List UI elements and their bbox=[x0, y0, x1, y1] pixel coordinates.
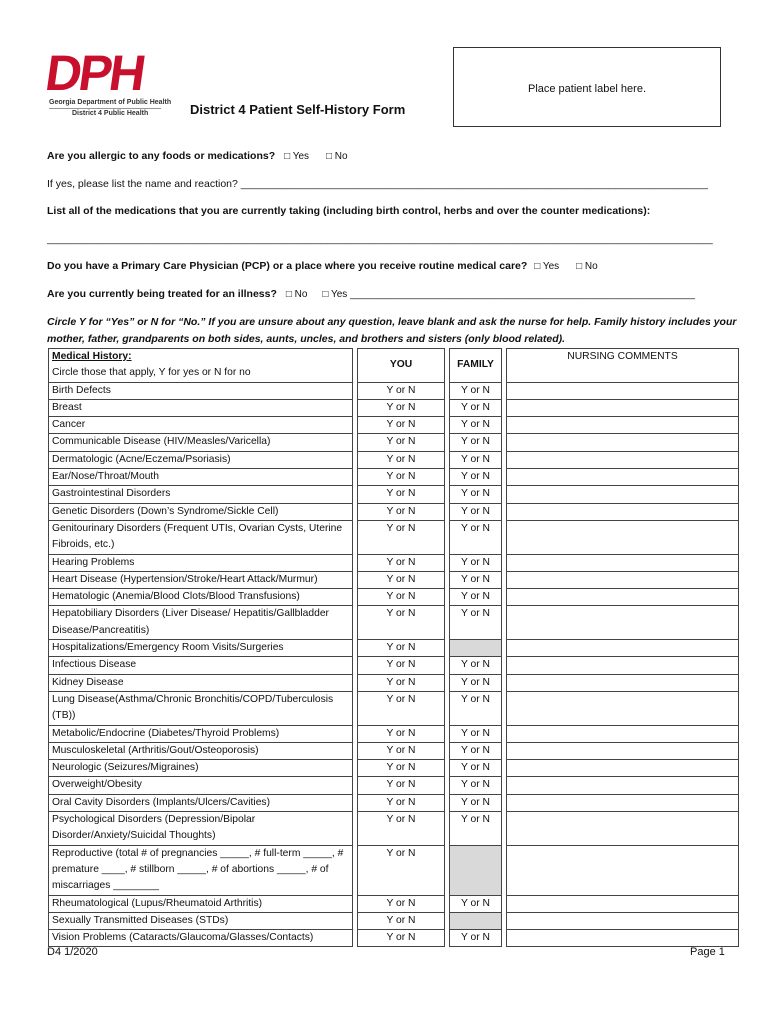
you-answer[interactable]: Y or N bbox=[358, 571, 445, 588]
family-answer[interactable]: Y or N bbox=[450, 674, 502, 691]
you-answer[interactable]: Y or N bbox=[358, 469, 445, 486]
condition-name: Reproductive (total # of pregnancies _____, # full-term _____, # premature ____, # stillborn _____, # of abortions _____, # of miscarriages ________ bbox=[49, 845, 353, 895]
condition-name: Psychological Disorders (Depression/Bipolar Disorder/Anxiety/Suicidal Thoughts) bbox=[49, 812, 353, 846]
allergy-question bbox=[47, 150, 348, 162]
illness-question bbox=[47, 288, 695, 300]
family-answer[interactable]: Y or N bbox=[450, 895, 502, 912]
you-answer[interactable]: Y or N bbox=[358, 589, 445, 606]
allergy-no-checkbox[interactable]: □ No bbox=[325, 151, 348, 162]
condition-name: Overweight/Obesity bbox=[49, 777, 353, 794]
nursing-comment-cell[interactable] bbox=[507, 930, 739, 947]
condition-name: Hematologic (Anemia/Blood Clots/Blood Transfusions) bbox=[49, 589, 353, 606]
page-number: Page 1 bbox=[690, 946, 725, 958]
table-row bbox=[49, 606, 739, 640]
reaction-question[interactable]: If yes, please list the name and reaction? ________________________________________________________________________________ bbox=[47, 178, 708, 190]
instructions: Circle Y for “Yes” or N for “No.” If you are unsure about any question, leave blank and ask the nurse for help. Family history includes your mother, father, grandparents on both sides, aunts, uncles, and brothers and sisters (only blood related). bbox=[47, 316, 737, 345]
pcp-question bbox=[47, 260, 598, 272]
allergy-yes-checkbox[interactable]: □ Yes bbox=[284, 151, 310, 162]
logo-org-name: Georgia Department of Public Health bbox=[49, 99, 172, 106]
family-answer[interactable]: Y or N bbox=[450, 812, 502, 846]
family-answer[interactable]: Y or N bbox=[450, 417, 502, 434]
nursing-comment-cell[interactable] bbox=[507, 434, 739, 451]
family-answer[interactable]: Y or N bbox=[450, 399, 502, 416]
table-header-row bbox=[49, 349, 739, 383]
nursing-comment-cell[interactable] bbox=[507, 399, 739, 416]
condition-name: Sexually Transmitted Diseases (STDs) bbox=[49, 912, 353, 929]
nursing-comment-cell[interactable] bbox=[507, 520, 739, 554]
nursing-comment-cell[interactable] bbox=[507, 845, 739, 895]
you-answer[interactable]: Y or N bbox=[358, 777, 445, 794]
you-answer[interactable]: Y or N bbox=[358, 382, 445, 399]
family-answer[interactable]: Y or N bbox=[450, 760, 502, 777]
nursing-comment-cell[interactable] bbox=[507, 725, 739, 742]
family-answer bbox=[450, 640, 502, 657]
family-answer[interactable]: Y or N bbox=[450, 554, 502, 571]
condition-name: Gastrointestinal Disorders bbox=[49, 486, 353, 503]
table-row bbox=[49, 589, 739, 606]
header-nursing-comments: NURSING COMMENTS bbox=[507, 349, 739, 383]
header-medical-history bbox=[49, 349, 353, 383]
illness-no-checkbox[interactable]: □ No bbox=[285, 289, 308, 300]
nursing-comment-cell[interactable] bbox=[507, 451, 739, 468]
logo-letters: DPH bbox=[42, 45, 147, 101]
pcp-question-text: Do you have a Primary Care Physician (PCP) or a place where you receive routine medical care? bbox=[47, 260, 528, 272]
table-row bbox=[49, 812, 739, 846]
condition-name: Genetic Disorders (Down’s Syndrome/Sickle Cell) bbox=[49, 503, 353, 520]
nursing-comment-cell[interactable] bbox=[507, 382, 739, 399]
you-answer[interactable]: Y or N bbox=[358, 812, 445, 846]
nursing-comment-cell[interactable] bbox=[507, 503, 739, 520]
condition-name: Rheumatological (Lupus/Rheumatoid Arthritis) bbox=[49, 895, 353, 912]
table-row bbox=[49, 845, 739, 895]
family-answer[interactable]: Y or N bbox=[450, 434, 502, 451]
nursing-comment-cell[interactable] bbox=[507, 691, 739, 725]
you-answer[interactable]: Y or N bbox=[358, 451, 445, 468]
condition-name: Vision Problems (Cataracts/Glaucoma/Glasses/Contacts) bbox=[49, 930, 353, 947]
nursing-comment-cell[interactable] bbox=[507, 606, 739, 640]
you-answer[interactable]: Y or N bbox=[358, 742, 445, 759]
family-answer[interactable]: Y or N bbox=[450, 503, 502, 520]
table-row bbox=[49, 554, 739, 571]
table-row bbox=[49, 451, 739, 468]
family-answer[interactable]: Y or N bbox=[450, 691, 502, 725]
nursing-comment-cell[interactable] bbox=[507, 742, 739, 759]
pcp-no-checkbox[interactable]: □ No bbox=[576, 261, 598, 272]
table-row bbox=[49, 725, 739, 742]
nursing-comment-cell[interactable] bbox=[507, 554, 739, 571]
condition-name: Birth Defects bbox=[49, 382, 353, 399]
family-answer bbox=[450, 845, 502, 895]
condition-name: Ear/Nose/Throat/Mouth bbox=[49, 469, 353, 486]
family-answer[interactable]: Y or N bbox=[450, 657, 502, 674]
nursing-comment-cell[interactable] bbox=[507, 912, 739, 929]
table-row bbox=[49, 382, 739, 399]
illness-yes-checkbox[interactable]: □ Yes ______________________________________________________________ bbox=[322, 289, 695, 300]
nursing-comment-cell[interactable] bbox=[507, 657, 739, 674]
family-answer[interactable]: Y or N bbox=[450, 469, 502, 486]
you-answer[interactable]: Y or N bbox=[358, 503, 445, 520]
nursing-comment-cell[interactable] bbox=[507, 895, 739, 912]
header-family: FAMILY bbox=[450, 349, 502, 383]
you-answer[interactable]: Y or N bbox=[358, 520, 445, 554]
condition-name: Hearing Problems bbox=[49, 554, 353, 571]
table-row bbox=[49, 640, 739, 657]
condition-name: Cancer bbox=[49, 417, 353, 434]
you-answer[interactable]: Y or N bbox=[358, 674, 445, 691]
condition-name: Oral Cavity Disorders (Implants/Ulcers/Cavities) bbox=[49, 794, 353, 811]
table-row bbox=[49, 417, 739, 434]
condition-name: Neurologic (Seizures/Migraines) bbox=[49, 760, 353, 777]
medications-line[interactable]: __________________________________________________________________________________________________________________ bbox=[47, 233, 713, 245]
table-row bbox=[49, 571, 739, 588]
family-answer[interactable]: Y or N bbox=[450, 930, 502, 947]
family-answer[interactable]: Y or N bbox=[450, 589, 502, 606]
you-answer[interactable]: Y or N bbox=[358, 417, 445, 434]
logo-district-name: District 4 Public Health bbox=[72, 110, 149, 117]
table-row bbox=[49, 503, 739, 520]
condition-name: Infectious Disease bbox=[49, 657, 353, 674]
condition-name: Genitourinary Disorders (Frequent UTIs, Ovarian Cysts, Uterine Fibroids, etc.) bbox=[49, 520, 353, 554]
nursing-comment-cell[interactable] bbox=[507, 417, 739, 434]
family-answer[interactable]: Y or N bbox=[450, 486, 502, 503]
family-answer[interactable]: Y or N bbox=[450, 382, 502, 399]
you-answer[interactable]: Y or N bbox=[358, 912, 445, 929]
condition-name: Kidney Disease bbox=[49, 674, 353, 691]
header-you: YOU bbox=[358, 349, 445, 383]
nursing-comment-cell[interactable] bbox=[507, 794, 739, 811]
family-answer[interactable]: Y or N bbox=[450, 606, 502, 640]
dph-logo bbox=[42, 45, 172, 118]
you-answer[interactable]: Y or N bbox=[358, 434, 445, 451]
medications-question: List all of the medications that you are currently taking (including birth control, herbs and over the counter medications): bbox=[47, 205, 651, 217]
nursing-comment-cell[interactable] bbox=[507, 589, 739, 606]
medical-history-table bbox=[48, 348, 739, 947]
table-row bbox=[49, 912, 739, 929]
nursing-comment-cell[interactable] bbox=[507, 469, 739, 486]
nursing-comment-cell[interactable] bbox=[507, 640, 739, 657]
pcp-yes-checkbox[interactable]: □ Yes bbox=[534, 261, 560, 272]
you-answer[interactable]: Y or N bbox=[358, 845, 445, 895]
family-answer[interactable]: Y or N bbox=[450, 794, 502, 811]
table-row bbox=[49, 794, 739, 811]
you-answer[interactable]: Y or N bbox=[358, 657, 445, 674]
table-row bbox=[49, 399, 739, 416]
condition-name: Heart Disease (Hypertension/Stroke/Heart Attack/Murmur) bbox=[49, 571, 353, 588]
family-answer[interactable]: Y or N bbox=[450, 520, 502, 554]
you-answer[interactable]: Y or N bbox=[358, 794, 445, 811]
family-answer[interactable]: Y or N bbox=[450, 451, 502, 468]
header-subtitle: Circle those that apply, Y for yes or N for no bbox=[52, 367, 251, 379]
table-row bbox=[49, 760, 739, 777]
family-answer[interactable]: Y or N bbox=[450, 725, 502, 742]
table-row bbox=[49, 674, 739, 691]
form-version: D4 1/2020 bbox=[47, 946, 98, 958]
table-row bbox=[49, 486, 739, 503]
nursing-comment-cell[interactable] bbox=[507, 812, 739, 846]
nursing-comment-cell[interactable] bbox=[507, 486, 739, 503]
allergy-question-text: Are you allergic to any foods or medications? bbox=[47, 150, 276, 162]
condition-name: Breast bbox=[49, 399, 353, 416]
family-answer[interactable]: Y or N bbox=[450, 571, 502, 588]
you-answer[interactable]: Y or N bbox=[358, 640, 445, 657]
table-row bbox=[49, 657, 739, 674]
header-title: Medical History: bbox=[52, 351, 132, 362]
condition-name: Musculoskeletal (Arthritis/Gout/Osteoporosis) bbox=[49, 742, 353, 759]
nursing-comment-cell[interactable] bbox=[507, 760, 739, 777]
illness-question-text: Are you currently being treated for an illness? bbox=[47, 288, 277, 300]
condition-name: Communicable Disease (HIV/Measles/Varicella) bbox=[49, 434, 353, 451]
family-answer[interactable]: Y or N bbox=[450, 777, 502, 794]
patient-label-box bbox=[453, 47, 721, 127]
table-row bbox=[49, 520, 739, 554]
condition-name: Hepatobiliary Disorders (Liver Disease/ Hepatitis/Gallbladder Disease/Pancreatitis) bbox=[49, 606, 353, 640]
you-answer[interactable]: Y or N bbox=[358, 486, 445, 503]
you-answer[interactable]: Y or N bbox=[358, 399, 445, 416]
table-row bbox=[49, 434, 739, 451]
family-answer[interactable]: Y or N bbox=[450, 742, 502, 759]
condition-name: Metabolic/Endocrine (Diabetes/Thyroid Problems) bbox=[49, 725, 353, 742]
nursing-comment-cell[interactable] bbox=[507, 571, 739, 588]
table-row bbox=[49, 895, 739, 912]
condition-name: Lung Disease(Asthma/Chronic Bronchitis/COPD/Tuberculosis (TB)) bbox=[49, 691, 353, 725]
table-row bbox=[49, 777, 739, 794]
family-answer bbox=[450, 912, 502, 929]
form-title: District 4 Patient Self-History Form bbox=[190, 102, 406, 117]
table-row bbox=[49, 691, 739, 725]
table-row bbox=[49, 742, 739, 759]
you-answer[interactable]: Y or N bbox=[358, 691, 445, 725]
you-answer[interactable]: Y or N bbox=[358, 606, 445, 640]
table-row bbox=[49, 930, 739, 947]
you-answer[interactable]: Y or N bbox=[358, 895, 445, 912]
you-answer[interactable]: Y or N bbox=[358, 930, 445, 947]
patient-label-text: Place patient label here. bbox=[527, 83, 647, 95]
condition-name: Dermatologic (Acne/Eczema/Psoriasis) bbox=[49, 451, 353, 468]
you-answer[interactable]: Y or N bbox=[358, 725, 445, 742]
you-answer[interactable]: Y or N bbox=[358, 554, 445, 571]
nursing-comment-cell[interactable] bbox=[507, 674, 739, 691]
nursing-comment-cell[interactable] bbox=[507, 777, 739, 794]
you-answer[interactable]: Y or N bbox=[358, 760, 445, 777]
condition-name: Hospitalizations/Emergency Room Visits/Surgeries bbox=[49, 640, 353, 657]
table-row bbox=[49, 469, 739, 486]
